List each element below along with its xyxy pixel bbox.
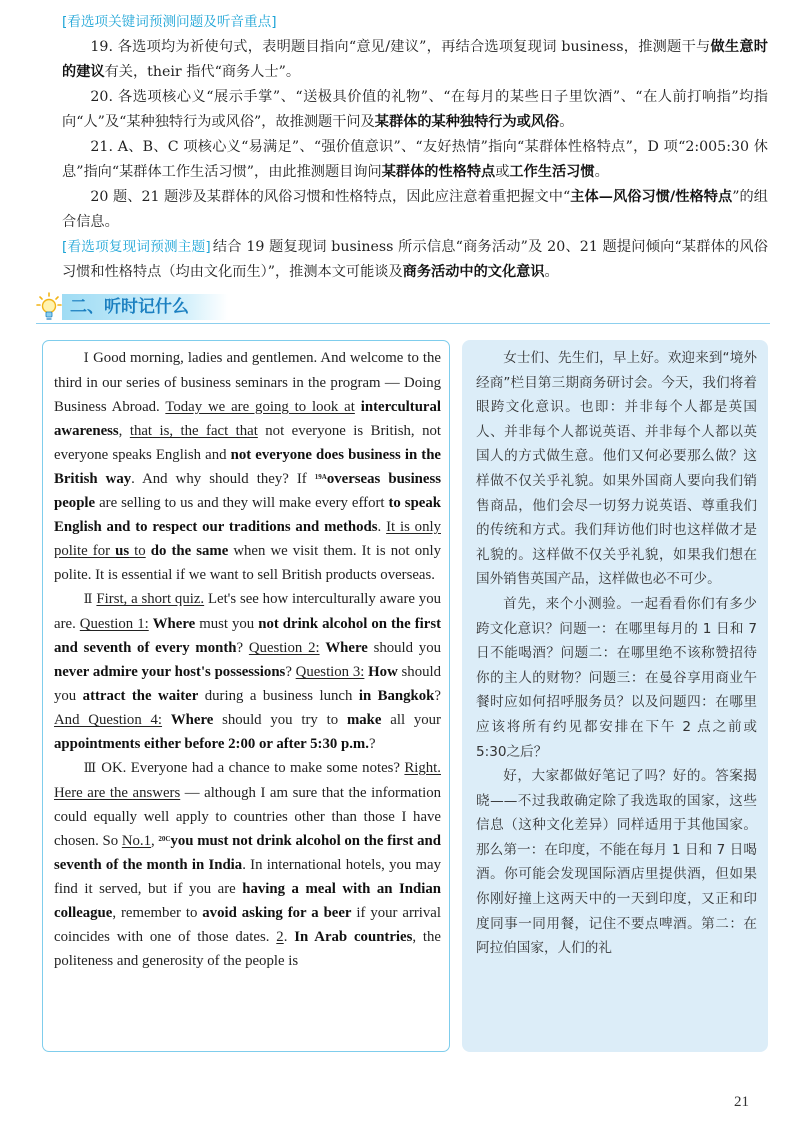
signal-phrase: Question 3: xyxy=(295,664,365,680)
text-run: should you xyxy=(367,640,441,656)
tag-topic-prediction: [看选项复现词预测主题] xyxy=(62,239,211,255)
text-run: all your xyxy=(381,712,441,728)
key-phrase: attract the waiter xyxy=(82,688,199,704)
chinese-paragraph-2: 首先，来个小测验。一起看看你们有多少跨文化意识？问题一：在哪里每月的 1 日和 7 日不能喝酒？问题二：在哪里绝不该称赞招待你的主人的财物？问题三：在曼谷享用商业午餐时应如何招呼服务员？以及问题四：在哪里应该将所有约见都安排在下午 2 点之前或 5:30之后？ xyxy=(476,595,757,760)
text-run: ? xyxy=(285,664,296,680)
question-marker: 20C xyxy=(158,835,171,843)
note-q20-21: 20 题、21 题涉及某群体的风俗习惯和性格特点，因此应注意着重把握文中“主体—风俗习惯/性格特点”的组合信息。 xyxy=(62,189,768,230)
key-phrase: Where xyxy=(325,640,368,656)
text-run: ? xyxy=(368,736,376,752)
key-phrase: never admire your host's possessions xyxy=(54,664,286,680)
text-run: are selling to us and they will make every effort xyxy=(95,495,389,511)
key-phrase: do the same xyxy=(150,543,229,559)
signal-phrase: And Question 4: xyxy=(54,712,163,728)
note-q20: 20. 各选项核心义“展示手掌”、“送极具价值的礼物”、“在每月的某些日子里饮酒”、“在人前打响指”均指向“人”及“某种独特行为或风俗”，故推测题干问及某群体的某种独特行为或风俗。 xyxy=(62,89,768,130)
text-run: Let's see how interculturally aware you are. xyxy=(54,591,442,632)
chinese-paragraph-3: 好，大家都做好笔记了吗？好的。答案揭晓——不过我敢确定除了我选取的国家，这些信息（这种文化差异）同样适用于其他国家。那么第一：在印度，不能在每月 1 日和 7 日喝酒。你可能会发现国际酒店里提供酒，但如果你刚好撞上这两天中的一天到印度，又正和印度同事一同用餐，记住不要点啤酒。第二：在阿拉伯国家，人们的礼 xyxy=(476,768,757,957)
key-phrase: make xyxy=(346,712,382,728)
signal-phrase: Today we are going to look at xyxy=(165,399,355,415)
text-run: , remember to xyxy=(112,905,203,921)
text-run xyxy=(162,712,171,728)
text-run: — although I am sure that the information could equally well apply to countries other than those I have chosen. So xyxy=(54,785,442,849)
signal-phrase: to xyxy=(129,543,146,559)
key-phrase: us xyxy=(115,543,130,559)
text-run: , xyxy=(118,423,130,439)
text-run: , the politeness and generosity of the people is xyxy=(54,929,441,969)
signal-phrase: 2 xyxy=(276,929,284,945)
text-run: should you try to xyxy=(213,712,347,728)
key-phrase: overseas business people xyxy=(54,471,441,511)
chinese-paragraph-1: 女士们、先生们，早上好。欢迎来到“境外经商”栏目第三期商务研讨会。今天，我们将着眼跨文化意识。也即：并非每个人都是英国人、并非每个人都说英语、并非每个人都以英国人的方式做生意。他们又何必要那么做？这样做不仅关乎礼貌。如果外国商人要向我们销售商品，他们会尽一切努力说英语、尊重我们的传统和方式。我们拜访他们时也这样做才是礼貌的。这样做不仅关乎礼貌，如果我们想在国外销售英国产品，这样做也必不可少。 xyxy=(476,350,757,588)
signal-phrase: that is, the fact that xyxy=(129,423,258,439)
note-topic: [看选项复现词预测主题] 结合 19 题复现词 business 所示信息“商务活动”及 20、21 题提问倾向“某群体的风俗习惯和性格特点（均由文化而生）”，推测本文可能谈及商务活动中的文化意识。 xyxy=(62,239,768,280)
note-q21: 21. A、B、C 项核心义“易满足”、“强价值意识”、“友好热情”指向“某群体性格特点”，D 项“2:005:30 休息”指向“某群体工作生活习惯”，由此推测题目询问某群体的性格特点或工作生活习惯。 xyxy=(62,139,768,180)
tag-keyword-prediction: [看选项关键词预测问题及听音重点] xyxy=(62,14,277,30)
text-run: Ⅱ xyxy=(83,592,93,607)
signal-phrase: No.1 xyxy=(121,833,152,849)
text-run: OK. Everyone had a chance to make some notes? xyxy=(96,760,405,776)
chinese-translation-panel xyxy=(462,340,768,1052)
text-run: . xyxy=(283,929,295,945)
text-run: not everyone is British, not everyone speaks English and xyxy=(54,423,441,463)
key-phrase: in Bangkok xyxy=(358,688,435,704)
signal-phrase: Right. Here are the answers xyxy=(54,760,441,801)
text-run: . xyxy=(377,519,387,535)
english-paragraph-2 xyxy=(54,587,441,756)
text-run: if your arrival coincides with one of those dates. xyxy=(54,905,441,945)
text-run: Ⅰ xyxy=(83,351,90,366)
key-phrase: appointments either before 2:00 or after 5:30 p.m. xyxy=(54,736,369,752)
analysis-section xyxy=(62,10,768,285)
text-run: during a business lunch xyxy=(198,688,359,704)
section-header xyxy=(36,290,770,324)
question-marker: 19A xyxy=(314,473,327,481)
note-q19: 19. 各选项均为祈使句式，表明题目指向“意见/建议”，再结合选项复现词 business，推测题干与做生意时的建议有关，their 指代“商务人士”。 xyxy=(62,39,768,80)
text-run: ? xyxy=(236,640,249,656)
text-run: should you xyxy=(54,664,441,704)
text-run: Good morning, ladies and gentlemen. And welcome to the third in our series of business seminars in the program — Doing Business Abroad. xyxy=(54,350,441,415)
section-title: 二、听时记什么 xyxy=(70,297,189,317)
text-run: when we visit them. It is not only polite. It is essential if we want to sell British products overseas. xyxy=(54,543,441,583)
key-phrase: In Arab countries xyxy=(294,929,413,945)
text-run: , xyxy=(151,833,159,849)
key-phrase: to speak English and to respect our traditions and methods xyxy=(54,495,441,535)
text-run: must you xyxy=(195,616,259,632)
english-paragraph-1 xyxy=(54,346,441,587)
text-run: ? xyxy=(434,688,441,704)
signal-phrase: Question 2: xyxy=(248,640,320,656)
key-phrase: not drink alcohol on the first and seventh of every month xyxy=(54,616,442,656)
text-run: . In international hotels, you may find it served, but if you are xyxy=(54,857,442,897)
key-phrase: you must not drink alcohol on the first and seventh of the month in India xyxy=(54,833,441,873)
section-divider xyxy=(36,323,770,324)
key-phrase: not everyone does business in the British way xyxy=(54,447,441,487)
text-run: . And why should they? If xyxy=(131,471,315,487)
key-phrase: Where xyxy=(170,712,214,728)
signal-phrase: It is only polite for xyxy=(54,519,441,559)
key-phrase: How xyxy=(368,664,398,680)
signal-phrase: Question 1: xyxy=(79,616,149,632)
key-phrase: intercultural awareness xyxy=(54,399,442,439)
key-phrase: having a meal with an Indian colleague xyxy=(54,881,441,921)
lightbulb-icon xyxy=(36,292,62,322)
signal-phrase: First, a short quiz. xyxy=(96,591,205,607)
english-paragraph-3 xyxy=(54,756,441,973)
key-phrase: Where xyxy=(152,616,196,632)
english-transcript-panel xyxy=(42,340,450,1052)
text-run: Ⅲ xyxy=(83,761,97,776)
page-number: 21 xyxy=(734,1094,749,1110)
key-phrase: avoid asking for a beer xyxy=(202,905,352,921)
